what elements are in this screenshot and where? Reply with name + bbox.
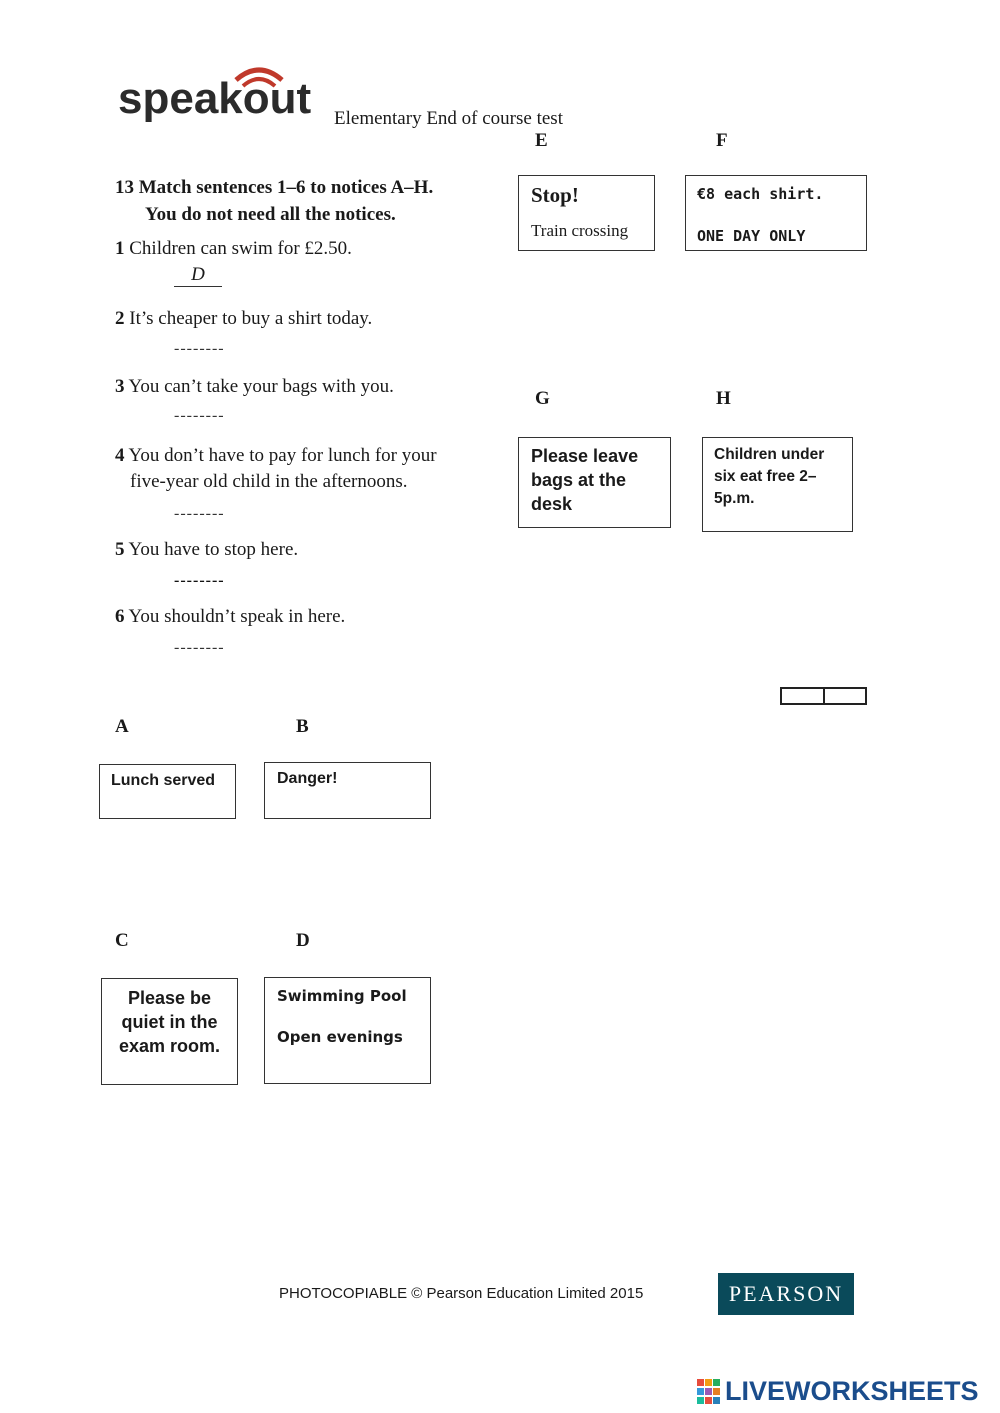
notice-text: bags at the <box>531 470 627 490</box>
notice-c <box>101 978 238 1085</box>
answer-field-5[interactable]: -------- <box>174 572 225 589</box>
question-number: 2 <box>115 308 125 329</box>
question-number: 4 <box>115 445 125 466</box>
notice-a <box>99 764 236 819</box>
notice-letter-h: H <box>716 388 731 409</box>
liveworksheets-icon <box>697 1379 721 1405</box>
brand-wordmark: speakout <box>118 74 312 123</box>
notice-text: ONE DAY ONLY <box>697 227 806 245</box>
score-box <box>780 687 867 705</box>
answer-field-1[interactable]: D <box>174 264 222 287</box>
score-cell <box>823 689 866 703</box>
notice-text: Train crossing <box>531 221 629 240</box>
liveworksheets-wordmark: LIVEWORKSHEETS <box>725 1376 979 1406</box>
speakout-logo-graphic <box>116 58 326 128</box>
notice-g <box>518 437 671 528</box>
notice-text: Lunch served <box>111 772 216 789</box>
question-text: It’s cheaper to buy a shirt today. <box>129 308 373 329</box>
notice-text: Please be <box>127 988 212 1008</box>
question-text-cont: five-year old child in the afternoons. <box>130 471 408 492</box>
question-text: Children can swim for £2.50. <box>129 238 352 259</box>
notice-text: Swimming Pool <box>277 987 407 1005</box>
notice-text: €8 each shirt. <box>697 185 824 203</box>
notice-text: Danger! <box>277 770 338 787</box>
notice-f <box>685 175 867 251</box>
question-1 <box>115 236 352 262</box>
question-text: You have to stop here. <box>128 539 299 560</box>
speakout-logo <box>116 58 326 128</box>
answer-field-6[interactable]: -------- <box>174 639 225 656</box>
answer-field-4[interactable]: -------- <box>174 505 225 522</box>
notice-text: Stop! <box>531 183 579 207</box>
notice-letter-b: B <box>296 716 309 737</box>
page-subtitle: Elementary End of course test <box>334 108 563 129</box>
notice-letter-c: C <box>115 930 129 951</box>
notice-e <box>518 175 655 251</box>
question-text: You shouldn’t speak in here. <box>128 606 346 627</box>
question-2 <box>115 306 372 332</box>
notice-text: 5p.m. <box>714 490 755 507</box>
notice-text: desk <box>531 494 573 514</box>
notice-letter-d: D <box>296 930 310 951</box>
pearson-logo: PEARSON <box>718 1273 854 1315</box>
question-6 <box>115 604 345 630</box>
question-text: You can’t take your bags with you. <box>128 376 394 397</box>
notice-letter-f: F <box>716 130 728 151</box>
notice-text: Open evenings <box>277 1028 403 1046</box>
score-cell <box>782 689 823 703</box>
notice-text: exam room. <box>118 1036 221 1056</box>
notice-letter-e: E <box>535 130 548 151</box>
answer-field-2[interactable]: -------- <box>174 340 225 357</box>
question-number: 3 <box>115 376 125 397</box>
notice-d <box>264 977 431 1084</box>
notice-text: Children under <box>714 446 825 463</box>
question-3 <box>115 374 394 400</box>
instruction-line-1: 13 Match sentences 1–6 to notices A–H. <box>115 177 434 198</box>
notice-letter-g: G <box>535 388 550 409</box>
question-number: 1 <box>115 238 125 259</box>
question-5 <box>115 537 298 563</box>
liveworksheets-watermark <box>697 1376 979 1407</box>
notice-h <box>702 437 853 532</box>
question-4 <box>115 443 437 495</box>
notice-letter-a: A <box>115 716 129 737</box>
question-number: 5 <box>115 539 125 560</box>
copyright-notice: PHOTOCOPIABLE © Pearson Education Limited 2015 <box>279 1285 644 1302</box>
notice-text: six eat free 2– <box>714 468 817 485</box>
answer-field-3[interactable]: -------- <box>174 407 225 424</box>
exercise-instruction <box>115 174 433 228</box>
question-number: 6 <box>115 606 125 627</box>
notice-b <box>264 762 431 819</box>
notice-text: quiet in the <box>121 1012 218 1032</box>
notice-text: Please leave <box>531 446 639 466</box>
question-text: You don’t have to pay for lunch for your <box>128 445 437 466</box>
instruction-line-2: You do not need all the notices. <box>145 204 396 225</box>
